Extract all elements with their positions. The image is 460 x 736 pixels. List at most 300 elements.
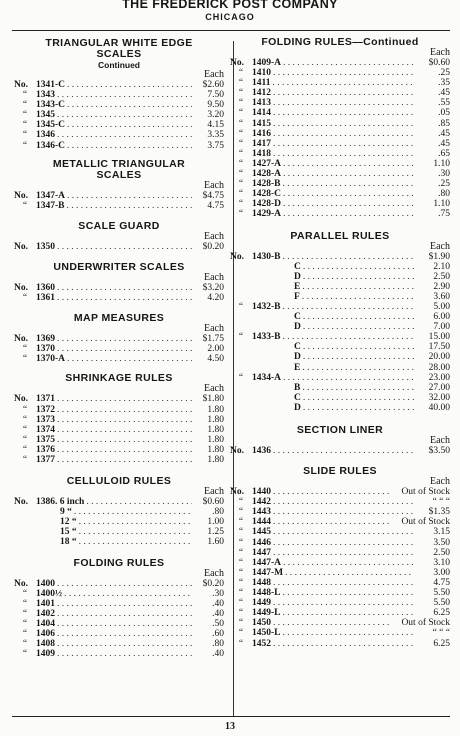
leader-dots — [273, 98, 414, 108]
catalog-section — [230, 424, 450, 456]
item-number: 1428-D — [252, 199, 282, 210]
price-row — [230, 497, 450, 507]
item-number: 1445 — [252, 527, 271, 538]
price-row — [230, 282, 450, 292]
item-price: Out of Stock — [401, 487, 450, 498]
leader-dots — [273, 446, 414, 456]
ditto-mark: “ — [238, 537, 244, 548]
leader-dots — [79, 537, 192, 547]
price-row — [230, 139, 450, 149]
price-row — [230, 252, 450, 262]
price-row — [230, 507, 450, 517]
ditto-mark: “ — [238, 638, 244, 649]
item-price: $3.50 — [428, 446, 450, 456]
price-row — [230, 179, 450, 189]
section-title: PARALLEL RULES — [290, 229, 390, 242]
item-number: 1372 — [36, 404, 55, 415]
price-row — [14, 609, 224, 619]
section-title: SCALE GUARD — [78, 219, 160, 232]
right-column — [230, 36, 450, 649]
ditto-mark: “ — [22, 200, 28, 211]
item-price: .80 — [438, 189, 450, 200]
price-row — [14, 497, 224, 507]
item-price: 5.50 — [433, 598, 450, 609]
ditto-mark: “ — [238, 577, 244, 588]
item-price: 4.75 — [207, 200, 224, 211]
item-price: 6.25 — [433, 608, 450, 619]
item-number: 1448 — [252, 577, 271, 588]
top-rule — [12, 30, 450, 31]
ditto-mark: “ — [238, 588, 244, 599]
section-title: SHRINKAGE RULES — [65, 372, 173, 385]
item-price: 27.00 — [428, 382, 450, 393]
catalog-section — [14, 557, 224, 660]
price-row — [14, 201, 224, 211]
price-row — [230, 262, 450, 272]
leader-dots — [57, 110, 192, 120]
item-price: 3.75 — [207, 140, 224, 151]
item-price: .35 — [438, 78, 450, 89]
price-row — [230, 88, 450, 98]
each-label: Each — [430, 47, 450, 58]
price-row — [14, 599, 224, 609]
item-price: .50 — [212, 618, 224, 629]
item-number: 1373 — [36, 414, 55, 425]
number-label: No. — [230, 251, 244, 262]
catalog-section — [14, 261, 224, 303]
price-row — [230, 363, 450, 373]
item-number: 1386. 6 inch — [36, 497, 85, 508]
leader-dots — [283, 302, 415, 312]
leader-dots — [303, 322, 414, 332]
price-row — [14, 334, 224, 344]
price-row — [230, 149, 450, 159]
ditto-mark: “ — [238, 507, 244, 518]
item-price: 7.50 — [207, 90, 224, 101]
item-number: 1341-C — [36, 80, 66, 90]
item-number: 1402 — [36, 608, 55, 619]
price-row — [14, 649, 224, 659]
price-row — [14, 537, 224, 547]
leader-dots — [64, 589, 192, 599]
item-number: 1345 — [36, 110, 55, 121]
item-price: 9.50 — [207, 100, 224, 111]
leader-dots — [57, 425, 192, 435]
item-number: 1436 — [252, 446, 271, 456]
price-row — [230, 129, 450, 139]
price-row — [230, 393, 450, 403]
ditto-mark: “ — [238, 148, 244, 159]
price-row — [14, 120, 224, 130]
leader-dots — [67, 191, 192, 201]
price-row — [14, 283, 224, 293]
price-row — [230, 608, 450, 618]
leader-dots — [273, 517, 390, 527]
number-label: No. — [14, 334, 28, 345]
item-number: 1433-B — [252, 332, 281, 343]
ditto-mark: “ — [22, 629, 28, 639]
leader-dots — [273, 487, 390, 497]
price-row — [14, 507, 224, 517]
ditto-mark: “ — [238, 78, 244, 89]
catalog-section — [230, 465, 450, 649]
section-title: METALLIC TRIANGULAR — [52, 157, 186, 170]
leader-dots — [285, 568, 414, 578]
item-price: 1.60 — [207, 537, 224, 548]
price-row — [14, 293, 224, 303]
price-row — [230, 292, 450, 302]
section-title: TRIANGULAR WHITE EDGE — [45, 37, 193, 49]
leader-dots — [303, 262, 414, 272]
price-row — [14, 394, 224, 404]
leader-dots — [57, 130, 192, 140]
item-number: 1411 — [252, 78, 271, 89]
price-row — [14, 415, 224, 425]
item-number: 1448-L — [252, 588, 281, 599]
item-price: .45 — [438, 88, 450, 99]
price-row — [14, 435, 224, 445]
catalog-section — [14, 372, 224, 465]
item-price: 6.25 — [433, 638, 450, 649]
leader-dots — [57, 405, 192, 415]
leader-dots — [57, 619, 192, 629]
number-label: No. — [14, 80, 28, 90]
leader-dots — [283, 169, 414, 179]
ditto-mark: “ — [238, 301, 244, 312]
leader-dots — [57, 344, 192, 354]
catalog-section — [14, 159, 224, 211]
item-number: 1406 — [36, 629, 55, 639]
section-title: SCALES — [96, 168, 142, 181]
leader-dots — [303, 312, 414, 322]
item-number: 1410 — [252, 68, 271, 79]
item-price: 1.80 — [207, 454, 224, 465]
item-price: 32.00 — [428, 392, 450, 403]
leader-dots — [283, 179, 415, 189]
ditto-mark: “ — [238, 128, 244, 139]
price-row — [230, 169, 450, 179]
leader-dots — [67, 201, 193, 211]
item-number: 1427-A — [252, 158, 282, 169]
price-row — [14, 579, 224, 589]
catalog-section — [14, 220, 224, 252]
leader-dots — [57, 629, 192, 639]
ditto-mark: “ — [238, 199, 244, 210]
catalog-section — [14, 475, 224, 547]
item-price: $2.60 — [202, 80, 224, 90]
price-row — [230, 272, 450, 282]
item-price: $1.80 — [202, 394, 224, 405]
item-number: 1447 — [252, 547, 271, 558]
leader-dots — [273, 598, 414, 608]
item-price: 2.10 — [433, 261, 450, 272]
company-name: THE FREDERICK POST COMPANY — [122, 0, 338, 11]
item-number: 1412 — [252, 88, 271, 99]
ditto-mark: “ — [238, 179, 244, 190]
price-row — [14, 100, 224, 110]
item-number: 1444 — [252, 517, 271, 528]
item-number: 1346 — [36, 130, 55, 141]
leader-dots — [67, 100, 192, 110]
item-price: 1.10 — [433, 199, 450, 210]
leader-dots — [67, 80, 192, 90]
leader-dots — [283, 209, 414, 219]
leader-dots — [283, 558, 414, 568]
each-label: Each — [204, 69, 224, 80]
ditto-mark: “ — [22, 404, 28, 415]
item-price: 3.60 — [433, 291, 450, 302]
price-row — [230, 332, 450, 342]
leader-dots — [303, 272, 414, 282]
leader-dots — [303, 393, 414, 403]
price-row — [230, 618, 450, 628]
item-number: 1409 — [36, 649, 55, 660]
item-price: 1.25 — [207, 527, 224, 538]
section-title: UNDERWRITER SCALES — [53, 260, 185, 273]
price-row — [14, 130, 224, 140]
price-row — [14, 639, 224, 649]
price-row — [230, 487, 450, 497]
ditto-mark: “ — [238, 567, 244, 578]
each-label: Each — [430, 435, 450, 446]
section-title: SECTION LINER — [296, 424, 384, 436]
item-price: 6.00 — [433, 312, 450, 323]
ditto-mark: “ — [238, 98, 244, 109]
price-row — [230, 78, 450, 88]
catalog-section — [14, 38, 224, 151]
leader-dots — [57, 455, 192, 465]
item-price: $0.20 — [202, 241, 224, 252]
leader-dots — [273, 108, 414, 118]
item-number: 18 “ — [60, 537, 77, 548]
ditto-mark: “ — [238, 332, 244, 343]
ditto-mark: “ — [238, 189, 244, 200]
item-number: 12 “ — [60, 517, 77, 528]
item-number: 1442 — [252, 497, 271, 508]
price-row — [230, 58, 450, 68]
item-price: $0.20 — [202, 578, 224, 589]
section-title: MAP MEASURES — [73, 312, 165, 325]
leader-dots — [273, 68, 414, 78]
price-row — [230, 373, 450, 383]
ditto-mark: “ — [238, 138, 244, 149]
ditto-mark: “ — [238, 608, 244, 619]
item-number: 1370-A — [36, 354, 66, 365]
leader-dots — [67, 354, 192, 364]
section-title: FOLDING RULES — [73, 556, 165, 569]
ditto-mark: “ — [22, 293, 28, 304]
item-number: 15 “ — [60, 527, 77, 538]
ditto-mark: “ — [238, 209, 244, 220]
item-number: E — [294, 362, 301, 373]
price-row — [230, 189, 450, 199]
item-price: 23.00 — [428, 372, 450, 383]
item-number: 1429-A — [252, 209, 282, 220]
each-label: Each — [430, 476, 450, 488]
ditto-mark: “ — [22, 130, 28, 141]
ditto-mark: “ — [22, 120, 28, 131]
item-price: .75 — [438, 209, 450, 220]
section-title: SCALES — [96, 48, 142, 60]
number-label: No. — [14, 282, 28, 293]
item-number: E — [294, 281, 301, 292]
ditto-mark: “ — [238, 108, 244, 119]
ditto-mark: “ — [238, 557, 244, 568]
price-row — [14, 527, 224, 537]
leader-dots — [273, 149, 414, 159]
item-number: 1377 — [36, 454, 55, 465]
price-row — [14, 425, 224, 435]
ditto-mark: “ — [238, 118, 244, 129]
leader-dots — [283, 588, 415, 598]
leader-dots — [57, 334, 192, 344]
price-row — [14, 344, 224, 354]
item-price: Out of Stock — [401, 618, 450, 629]
leader-dots — [57, 242, 192, 252]
item-price: .80 — [212, 507, 224, 518]
item-number: 1447-A — [252, 557, 282, 568]
price-row — [14, 455, 224, 465]
item-price: 3.00 — [433, 567, 450, 578]
leader-dots — [57, 415, 192, 425]
leader-dots — [57, 609, 192, 619]
item-price: .55 — [438, 98, 450, 109]
item-price: 40.00 — [428, 402, 450, 413]
price-row — [230, 568, 450, 578]
leader-dots — [283, 332, 415, 342]
ditto-mark: “ — [22, 454, 28, 465]
item-price: 1.80 — [207, 424, 224, 435]
leader-dots — [283, 199, 414, 209]
price-row — [230, 302, 450, 312]
item-number: 1416 — [252, 128, 271, 139]
item-price: 1.00 — [207, 517, 224, 528]
item-number: 1428-A — [252, 169, 282, 180]
item-price: .45 — [438, 138, 450, 149]
each-label: Each — [204, 486, 224, 498]
leader-dots — [57, 649, 192, 659]
item-number: B — [294, 382, 301, 393]
item-price: 1.10 — [433, 158, 450, 169]
price-row — [14, 445, 224, 455]
item-number: D — [294, 352, 301, 363]
leader-dots — [303, 352, 414, 362]
item-price: 17.50 — [428, 342, 450, 353]
item-price: 3.10 — [433, 557, 450, 568]
item-price: $1.35 — [428, 507, 450, 518]
item-number: D — [294, 271, 301, 282]
item-price: 4.15 — [207, 120, 224, 131]
leader-dots — [273, 538, 414, 548]
price-row — [230, 588, 450, 598]
each-label: Each — [204, 323, 224, 335]
leader-dots — [57, 293, 192, 303]
each-label: Each — [204, 383, 224, 395]
item-price: .40 — [212, 598, 224, 609]
number-label: No. — [14, 497, 28, 508]
price-row — [230, 446, 450, 456]
item-price: 28.00 — [428, 362, 450, 373]
leader-dots — [302, 292, 414, 302]
item-number: 1408 — [36, 639, 55, 650]
price-row — [14, 90, 224, 100]
price-row — [230, 628, 450, 638]
item-price: $0.60 — [428, 58, 450, 68]
item-price: .60 — [212, 629, 224, 639]
catalog-section — [230, 230, 450, 414]
item-price: .05 — [438, 108, 450, 119]
ditto-mark: “ — [238, 547, 244, 558]
price-row — [230, 578, 450, 588]
price-row — [230, 159, 450, 169]
each-label: Each — [430, 240, 450, 252]
item-number: 1449 — [252, 598, 271, 609]
price-row — [230, 538, 450, 548]
price-row — [14, 589, 224, 599]
item-price: $0.60 — [202, 497, 224, 508]
ditto-mark: “ — [22, 639, 28, 650]
item-number: 1446 — [252, 537, 271, 548]
ditto-mark: “ — [22, 344, 28, 355]
item-number: 1370 — [36, 344, 55, 355]
item-number: 1447-M — [252, 567, 284, 578]
item-number: 9 “ — [60, 507, 72, 518]
price-row — [230, 342, 450, 352]
number-label: No. — [14, 190, 28, 201]
price-row — [230, 517, 450, 527]
item-price: 3.20 — [207, 110, 224, 121]
item-number: 1400½ — [36, 588, 63, 599]
item-number: 1400 — [36, 578, 55, 589]
section-title: FOLDING RULES—Continued — [261, 36, 419, 48]
item-number: 1347-A — [36, 190, 66, 201]
leader-dots — [283, 159, 414, 169]
item-number: 1428-C — [252, 189, 282, 200]
price-row — [230, 598, 450, 608]
each-label: Each — [204, 271, 224, 283]
ditto-mark: “ — [22, 434, 28, 445]
item-number: 1369 — [36, 334, 55, 345]
price-row — [14, 80, 224, 90]
leader-dots — [57, 283, 192, 293]
price-row — [14, 242, 224, 252]
leader-dots — [273, 578, 414, 588]
item-price: 2.90 — [433, 281, 450, 292]
catalog-section — [230, 36, 450, 220]
leader-dots — [283, 608, 415, 618]
item-price: .65 — [438, 148, 450, 159]
item-number: 1350 — [36, 241, 55, 252]
item-number: 1415 — [252, 118, 271, 129]
item-price: 15.00 — [428, 332, 450, 343]
leader-dots — [283, 58, 414, 68]
page-number: 13 — [225, 721, 235, 732]
price-row — [230, 548, 450, 558]
item-number: 1430-B — [252, 251, 281, 262]
item-number: 1376 — [36, 444, 55, 455]
leader-dots — [273, 507, 414, 517]
leader-dots — [74, 507, 192, 517]
number-label: No. — [230, 446, 244, 456]
item-number: 1374 — [36, 424, 55, 435]
price-row — [14, 405, 224, 415]
leader-dots — [283, 252, 415, 262]
item-price: 1.80 — [207, 404, 224, 415]
ditto-mark: “ — [22, 618, 28, 629]
item-price: 4.20 — [207, 293, 224, 304]
price-row — [230, 322, 450, 332]
ditto-mark: “ — [22, 354, 28, 365]
